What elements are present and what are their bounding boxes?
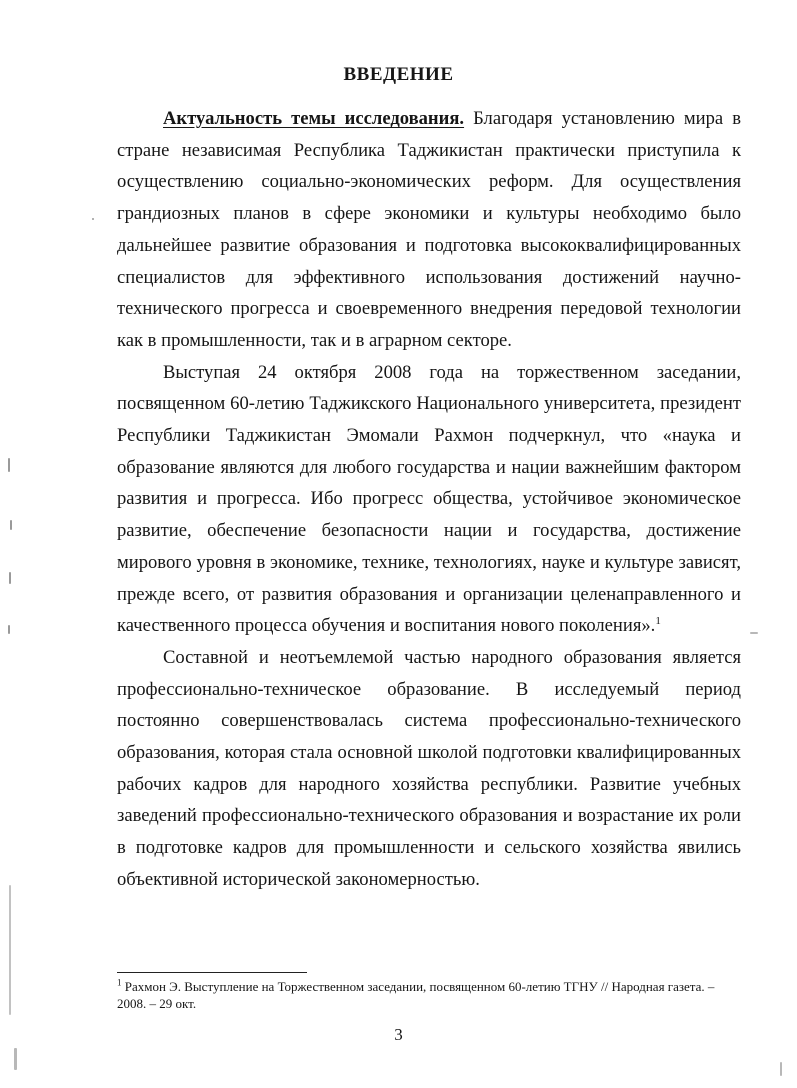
footnote-reference: 1 [655,615,661,628]
footnote-divider [117,972,307,973]
body-text [117,103,741,896]
relevance-heading: Актуальность темы исследования. [163,108,465,129]
scan-speck [9,885,11,1015]
scan-speck [92,218,94,220]
scan-speck [14,1048,17,1070]
scan-speck [9,572,11,584]
paragraph-2-text: Выступая 24 октября 2008 года на торжественном заседании, посвященном 60-летию Таджикского Национального университета, президент Республики Таджикистан Эмомали Рахмон подчеркнул, что «наука и образование являются для любого государства и нации важнейшим фактором развития и прогресса. Ибо прогресс общества, устойчивое экономическое развитие, обеспечение безопасности нации и государства, достижение мирового уровня в экономике, технике, технологиях, науке и культуре зависят, прежде всего, от развития образования и организации целенаправленного и качественного процесса обучения и воспитания нового поколения». [117,361,741,637]
page-title: ВВЕДЕНИЕ [343,64,454,85]
footnote-marker: 1 [117,977,122,988]
paragraph-3-text: Составной и неотъемлемой частью народного образования является профессионально-техническое образование. В исследуемый период постоянно совершенствовалась система профессионально-технического образования, которая стала основной школой подготовки квалифицированных рабочих кадров для народного хозяйства республики. Развитие учебных заведений профессионально-технического образования и возрастание их роли в подготовке кадров для промышленности и сельского хозяйства явились объективной исторической закономерностью. [117,646,741,890]
paragraph-speech [117,357,741,642]
page-number: 3 [394,1025,403,1044]
scan-speck [10,520,12,530]
footnote-text: Рахмон Э. Выступление на Торжественном заседании, посвященном 60-летию ТГНУ // Народная газета. – 2008. – 29 окт. [117,979,715,1011]
paragraph-1-text: Благодаря установлению мира в стране независимая Республика Таджикистан практически приступила к осуществлению социально-экономических реформ. Для осуществления грандиозных планов в сфере экономики и культуры необходимо было дальнейшее развитие образования и подготовка высококвалифицированных специалистов для эффективного использования достижений научно-технического прогресса и своевременного внедрения передовой технологии как в промышленности, так и в аграрном секторе. [117,108,741,351]
footnote [117,978,741,1012]
scan-speck [8,458,10,472]
scan-speck [780,1062,782,1076]
paragraph-vocational [117,642,741,896]
scan-speck [750,632,758,634]
scan-speck [8,625,10,634]
paragraph-relevance [117,103,741,357]
